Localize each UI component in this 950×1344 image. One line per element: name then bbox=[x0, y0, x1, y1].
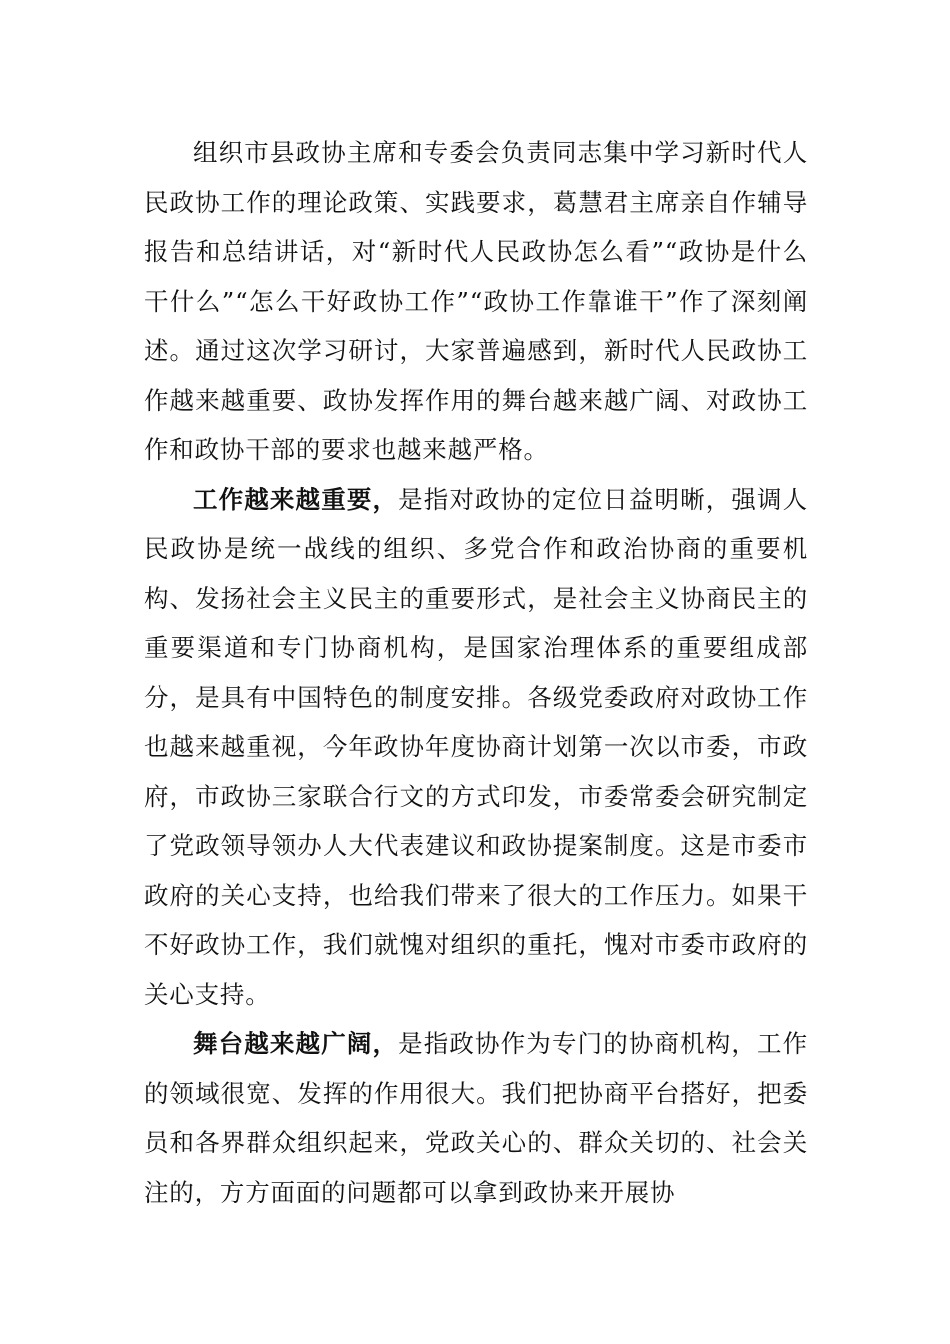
paragraph-stage bbox=[144, 1019, 808, 1217]
paragraph-intro-text: 组织市县政协主席和专委会负责同志集中学习新时代人民政协工作的理论政策、实践要求，葛慧君主席亲自作辅导报告和总结讲话，对“新时代人民政协怎么看”“政协是什么干什么”“怎么干好政协工作”“政协工作靠谁干”作了深刻阐述。通过这次学习研讨，大家普遍感到，新时代人民政协工作越来越重要、政协发挥作用的舞台越来越广阔、对政协工作和政协干部的要求也越来越严格。 bbox=[144, 138, 808, 464]
paragraph-importance-text: 是指对政协的定位日益明晰，强调人民政协是统一战线的组织、多党合作和政治协商的重要机构、发扬社会主义民主的重要形式，是社会主义协商民主的重要渠道和专门协商机构，是国家治理体系的重要组成部分，是具有中国特色的制度安排。各级党委政府对政协工作也越来越重视，今年政协年度协商计划第一次以市委，市政府，市政协三家联合行文的方式印发，市委常委会研究制定了党政领导领办人大代表建议和政协提案制度。这是市委市政府的关心支持，也给我们带来了很大的工作压力。如果干不好政协工作，我们就愧对组织的重托，愧对市委市政府的关心支持。 bbox=[144, 484, 808, 1009]
paragraph-importance bbox=[144, 475, 808, 1020]
paragraph-intro bbox=[144, 128, 808, 475]
paragraph-stage-lead: 舞台越来越广阔， bbox=[193, 1029, 399, 1058]
paragraph-importance-lead: 工作越来越重要， bbox=[193, 484, 399, 514]
paragraph-stage-text: 是指政协作为专门的协商机构，工作的领域很宽、发挥的作用很大。我们把协商平台搭好，把委员和各界群众组织起来，党政关心的、群众关切的、社会关注的，方方面面的问题都可以拿到政协来开展协 bbox=[144, 1029, 808, 1207]
document-body bbox=[144, 128, 808, 1217]
